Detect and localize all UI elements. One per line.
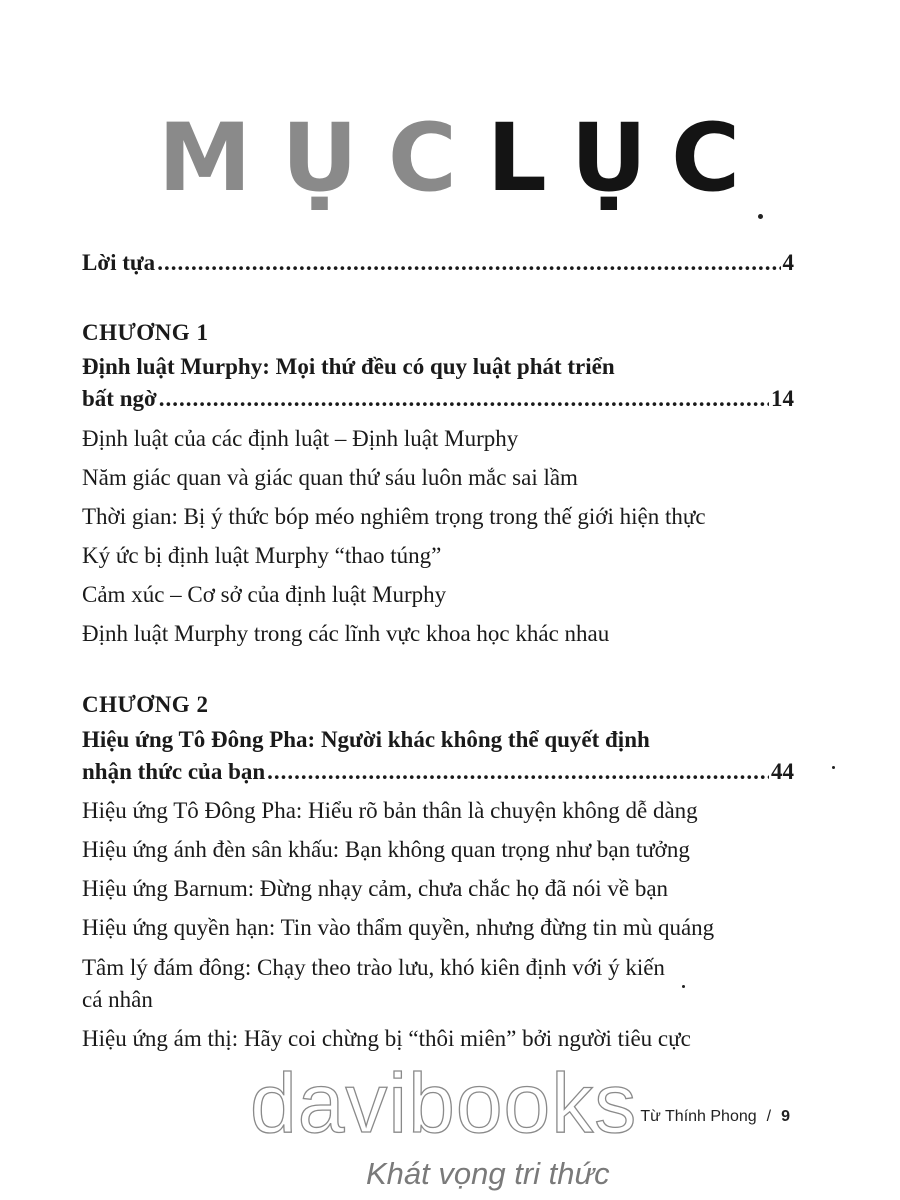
toc-entry-page: 44 (771, 759, 794, 784)
section-entry[interactable]: Năm giác quan và giác quan thứ sáu luôn mắc sai lầm (82, 465, 578, 490)
stray-dot (758, 214, 763, 219)
toc-entry-preface[interactable] (82, 248, 794, 278)
dot-leader (159, 384, 769, 414)
section-entry[interactable]: Hiệu ứng quyền hạn: Tin vào thẩm quyền, nhưng đừng tin mù quáng (82, 915, 715, 940)
stray-dot (682, 985, 685, 988)
section-entry[interactable]: Định luật của các định luật – Định luật Murphy (82, 426, 519, 451)
watermark-tagline: Khát vọng tri thức (366, 1156, 610, 1191)
section-entry[interactable]: Ký ức bị định luật Murphy “thao túng” (82, 543, 442, 568)
chapter-2-title-line2[interactable] (82, 757, 794, 787)
watermark-logo: davibooks (250, 1056, 638, 1150)
section-entry[interactable]: Cảm xúc – Cơ sở của định luật Murphy (82, 582, 447, 607)
chapter-1-title-line2[interactable] (82, 384, 794, 414)
title-part-muc: MỤC (158, 104, 487, 213)
chapter-1-title-line1[interactable]: Định luật Murphy: Mọi thứ đều có quy luật phát triển (82, 354, 615, 379)
section-entry[interactable]: Hiệu ứng Tô Đông Pha: Hiểu rõ bản thân là chuyện không dễ dàng (82, 798, 698, 823)
section-entry[interactable]: Thời gian: Bị ý thức bóp méo nghiêm trọng trong thế giới hiện thực (82, 504, 706, 529)
footer-separator: / (766, 1108, 772, 1125)
toc-entry-label: bất ngờ (82, 386, 157, 411)
toc-entry-page: 4 (782, 250, 794, 275)
footer-author: Từ Thính Phong (640, 1108, 757, 1125)
footer-page-number: 9 (781, 1108, 790, 1125)
page-footer (640, 1106, 790, 1128)
toc-entry-label: nhận thức của bạn (82, 759, 266, 784)
chapter-1-heading: CHƯƠNG 1 (82, 320, 209, 345)
section-entry[interactable]: Hiệu ứng Barnum: Đừng nhạy cảm, chưa chắc họ đã nói về bạn (82, 876, 669, 901)
section-entry[interactable]: Tâm lý đám đông: Chạy theo trào lưu, khó kiên định với ý kiến (82, 955, 665, 980)
title-part-luc: LỤC (486, 104, 765, 213)
section-entry[interactable]: Hiệu ứng ám thị: Hãy coi chừng bị “thôi miên” bởi người tiêu cực (82, 1026, 691, 1051)
section-entry[interactable]: Định luật Murphy trong các lĩnh vực khoa học khác nhau (82, 621, 610, 646)
page-title (158, 104, 764, 214)
toc-entry-label: Lời tựa (82, 250, 156, 275)
chapter-2-heading: CHƯƠNG 2 (82, 692, 209, 717)
chapter-2-title-line1[interactable]: Hiệu ứng Tô Đông Pha: Người khác không thể quyết định (82, 727, 650, 752)
section-entry-continued[interactable]: cá nhân (82, 987, 153, 1012)
dot-leader (157, 248, 780, 278)
dot-leader (267, 757, 769, 787)
toc-entry-page: 14 (771, 386, 794, 411)
stray-dot (832, 766, 835, 769)
section-entry[interactable]: Hiệu ứng ánh đèn sân khấu: Bạn không quan trọng như bạn tưởng (82, 837, 690, 862)
